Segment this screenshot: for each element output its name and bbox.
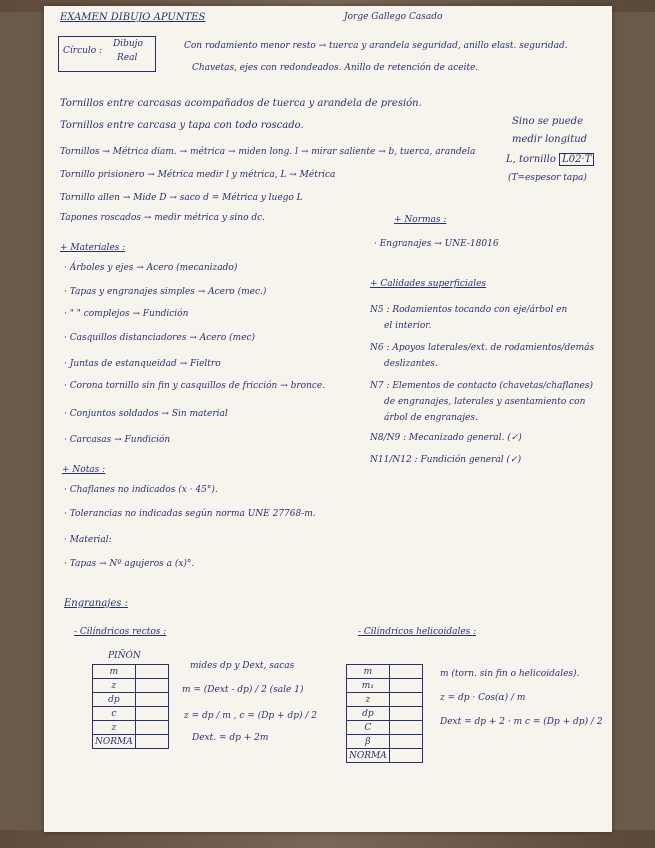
note-line-4: Tornillo prisionero → Métrica medir l y métrica, L → Métrica [60, 170, 336, 180]
side-note-line-4: (T=espesor tapa) [508, 173, 587, 183]
note-line-6: Tapones roscados → medir métrica y sino dc. [60, 213, 266, 223]
materiales-heading: + Materiales : [60, 243, 126, 253]
circle-drawing-label: Dibujo [113, 39, 143, 49]
side-note-line-2: medir longitud [512, 134, 588, 145]
page-title: EXAMEN DIBUJO APUNTES [60, 12, 206, 23]
material-item: · " " complejos → Fundición [64, 309, 189, 319]
table-row [347, 707, 423, 721]
material-item: · Casquillos distanciadores → Acero (mec) [64, 333, 256, 343]
nota-item: · Chaflanes no indicados (x · 45°). [64, 485, 218, 495]
calidades-line: N11/N12 : Fundición general (✓) [370, 455, 522, 465]
side-note-boxed-formula: L02·T [559, 153, 594, 166]
calidades-line: de engranajes, laterales y asentamiento con [384, 397, 586, 407]
circle-label: Círculo : [63, 46, 103, 56]
material-item: · Conjuntos soldados → Sin material [64, 409, 228, 419]
calidades-line: el interior. [384, 321, 432, 331]
table-row [93, 679, 169, 693]
normas-heading: + Normas : [394, 215, 447, 225]
intro-line-1: Con rodamiento menor resto → tuerca y arandela seguridad, anillo elast. seguridad. [184, 41, 568, 51]
table-row [93, 721, 169, 735]
calidades-heading: + Calidades superficiales [370, 279, 487, 289]
side-note-text: L, tornillo [506, 154, 556, 165]
table-cell: z [93, 721, 136, 735]
note-line-2: Tornillos entre carcasa y tapa con todo roscado. [60, 120, 304, 131]
helicoidales-table [346, 664, 423, 763]
note-line-3: Tornillos → Métrica diam. → métrica → miden long. l → mirar saliente → b, tuerca, arandela [60, 147, 476, 157]
material-item: · Árboles y ejes → Acero (mecanizado) [64, 263, 238, 273]
helicoidales-formula: z = dp · Cos(α) / m [440, 693, 526, 703]
table-cell: z [347, 693, 390, 707]
rectos-formula: mides dp y Dext, sacas [190, 661, 295, 671]
table-row [93, 707, 169, 721]
calidades-line: árbol de engranajes. [384, 413, 478, 423]
helicoidales-formula: m (torn. sin fin o helicoidales). [440, 669, 580, 679]
table-row [93, 735, 169, 749]
calidades-line: deslizantes. [384, 359, 438, 369]
table-row [347, 749, 423, 763]
material-item: · Tapas y engranajes simples → Acero (mec.) [64, 287, 267, 297]
helicoidales-formula: Dext = dp + 2 · m c = (Dp + dp) / 2 [440, 717, 603, 727]
table-cell: dp [347, 707, 390, 721]
intro-line-2: Chavetas, ejes con redondeados. Anillo de retención de aceite. [192, 63, 479, 73]
material-item: · Carcasas → Fundición [64, 435, 171, 445]
helicoidales-heading: - Cilíndricos helicoidales : [358, 627, 477, 637]
note-line-5: Tornillo allen → Mide D → saco d = Métrica y luego L [60, 193, 303, 203]
table-row [347, 665, 423, 679]
circle-real-label: Real [117, 53, 138, 63]
table-row [347, 693, 423, 707]
calidades-line: N7 : Elementos de contacto (chavetas/chaflanes) [370, 381, 594, 391]
nota-item: · Material: [64, 535, 112, 545]
table-row [347, 721, 423, 735]
material-item: · Juntas de estanqueidad → Fieltro [64, 359, 221, 369]
note-line-1: Tornillos entre carcasas acompañados de tuerca y arandela de presión. [60, 98, 422, 109]
table-row [347, 735, 423, 749]
table-cell: m₁ [347, 679, 390, 693]
table-cell: m [347, 665, 390, 679]
rectos-heading: - Cilíndricos rectos : [74, 627, 167, 637]
table-cell: z [93, 679, 136, 693]
circle-note-box [58, 36, 156, 72]
notas-heading: + Notas : [62, 465, 106, 475]
rectos-formula: z = dp / m , c = (Dp + dp) / 2 [184, 711, 317, 721]
table-row [347, 679, 423, 693]
table-cell: C [347, 721, 390, 735]
rectos-formula: Dext. = dp + 2m [192, 733, 269, 743]
side-note-line-1: Sino se puede [512, 116, 583, 127]
wood-background-bottom [0, 830, 655, 848]
table-cell: c [93, 707, 136, 721]
calidades-line: N8/N9 : Mecanizado general. (✓) [370, 433, 522, 443]
calidades-line: N6 : Apoyos laterales/ext. de rodamientos/demás [370, 343, 595, 353]
rectos-table [92, 664, 169, 749]
material-item: · Corona tornillo sin fin y casquillos de fricción → bronce. [64, 381, 326, 391]
rectos-formula: m = (Dext - dp) / 2 (sale 1) [182, 685, 304, 695]
table-cell: NORMA [347, 749, 390, 763]
pinon-table-title: PIÑÓN [108, 651, 141, 661]
table-row [93, 665, 169, 679]
nota-item: · Tapas → Nº agujeros a (x)°. [64, 559, 195, 569]
table-cell: dp [93, 693, 136, 707]
normas-item: · Engranajes → UNE-18016 [374, 239, 499, 249]
table-cell: m [93, 665, 136, 679]
author-name: Jorge Gallego Casado [344, 12, 443, 22]
table-cell: β [347, 735, 390, 749]
engranajes-heading: Engranajes : [64, 598, 128, 609]
notes-sheet [44, 6, 612, 832]
table-row [93, 693, 169, 707]
calidades-line: N5 : Rodamientos tocando con eje/árbol en [370, 305, 568, 315]
side-note-line-3 [506, 154, 594, 165]
table-cell: NORMA [93, 735, 136, 749]
nota-item: · Tolerancias no indicadas según norma UNE 27768-m. [64, 509, 316, 519]
